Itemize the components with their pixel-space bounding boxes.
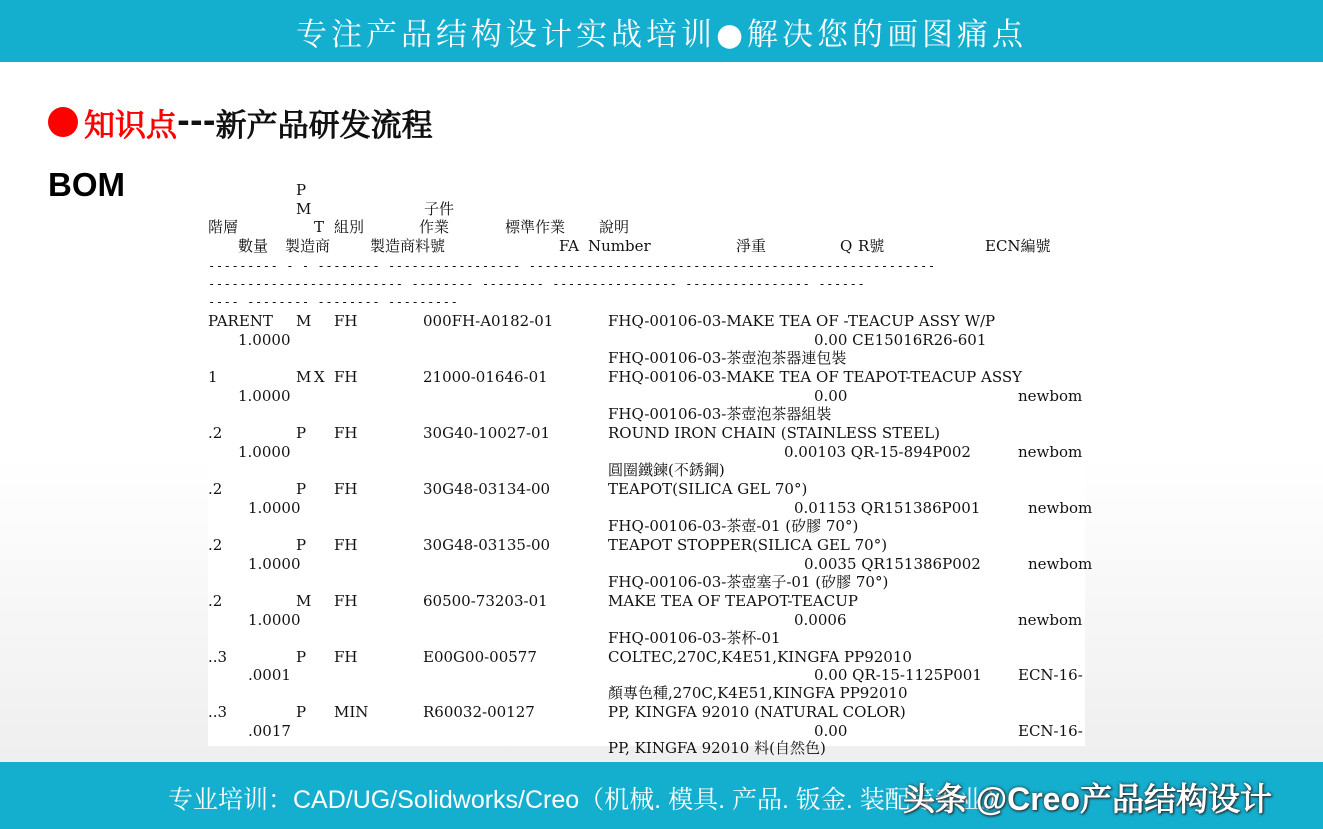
bom-document	[208, 176, 1093, 757]
header-col-p: P	[296, 181, 307, 199]
row-ecn: newbom	[1018, 443, 1083, 461]
row-part: 30G40-10027-01	[423, 424, 551, 442]
row-level: PARENT	[208, 312, 273, 330]
header-col-jingzhong: 淨重	[736, 237, 767, 255]
row-weight-ref: 0.01153 QR151386P001	[794, 499, 981, 517]
footer-text: 专业培训：CAD/UG/Solidworks/Creo（机械. 模具. 产品. 钣金. 装配等专业）	[168, 786, 1010, 814]
row-weight-ref: 0.00 CE15016R26-601	[814, 331, 987, 349]
row-ecn: newbom	[1028, 555, 1093, 573]
row-pm: P	[296, 703, 307, 721]
slide-heading	[48, 100, 433, 144]
row-desc: ROUND IRON CHAIN (STAINLESS STEEL)	[608, 424, 940, 442]
row-desc-cn: FHQ-00106-03-茶杯-01	[608, 629, 781, 647]
header-col-zubie: 組別	[334, 218, 365, 236]
row-ecn: newbom	[1018, 387, 1083, 405]
row-desc-cn: FHQ-00106-03-茶壺泡茶器連包裝	[608, 349, 847, 367]
row-desc: FHQ-00106-03-MAKE TEA OF -TEACUP ASSY W/P	[608, 312, 996, 330]
separator-line: ---- -------- -------- ---------	[208, 295, 459, 309]
header-col-zhizaoshang: 製造商	[285, 237, 331, 255]
row-ecn: ECN-16-	[1018, 666, 1083, 684]
row-level: .2	[208, 536, 223, 554]
header-col-shuoming: 說明	[599, 218, 630, 236]
row-weight-ref: 0.00 QR-15-1125P001	[814, 666, 982, 684]
header-col-t: T	[314, 218, 325, 236]
header-col-rhao: R號	[858, 237, 885, 255]
row-group: FH	[334, 424, 358, 442]
row-part: 30G48-03134-00	[423, 480, 551, 498]
header-col-fa: FA	[559, 237, 579, 255]
heading-topic: 新产品研发流程	[215, 107, 433, 144]
header-col-q: Q	[840, 237, 853, 255]
header-col-zijian: 子件	[424, 200, 455, 218]
row-part: E00G00-00577	[423, 648, 537, 666]
row-pm: P	[296, 536, 307, 554]
separator-line: --------- - - -------- ----------------- ----------------------------------------------------	[208, 259, 936, 273]
row-desc-cn: PP, KINGFA 92010 料(自然色)	[608, 739, 826, 757]
row-desc: COLTEC,270C,K4E51,KINGFA PP92010	[608, 648, 912, 666]
bottom-banner	[0, 762, 1323, 829]
row-part: 000FH-A0182-01	[423, 312, 554, 330]
row-part: 30G48-03135-00	[423, 536, 551, 554]
header-col-shuliang: 數量	[238, 237, 269, 255]
row-level: 1	[208, 368, 218, 386]
row-group: FH	[334, 368, 358, 386]
header-col-ecn: ECN編號	[985, 237, 1051, 255]
row-qty: 1.0000	[238, 331, 291, 349]
row-group: FH	[334, 480, 358, 498]
header-col-zuoye: 作業	[419, 218, 450, 236]
row-weight-ref: 0.00	[814, 722, 848, 740]
row-level: .2	[208, 592, 223, 610]
row-group: FH	[334, 312, 358, 330]
row-pm: P	[296, 648, 307, 666]
section-label: BOM	[48, 166, 125, 203]
row-level: ..3	[208, 648, 228, 666]
row-part: R60032-00127	[423, 703, 535, 721]
row-pm: M	[296, 368, 312, 386]
row-desc-cn: FHQ-00106-03-茶壺塞子-01 (矽膠 70°)	[608, 573, 889, 591]
row-desc: FHQ-00106-03-MAKE TEA OF TEAPOT-TEACUP ASSY	[608, 368, 1023, 386]
row-pm: M	[296, 592, 312, 610]
header-col-zhizaoshangliaohao: 製造商料號	[370, 237, 446, 255]
header-col-biaozhun: 標準作業	[505, 218, 566, 236]
row-desc: TEAPOT(SILICA GEL 70°)	[608, 480, 808, 498]
row-weight-ref: 0.00103 QR-15-894P002	[784, 443, 971, 461]
row-desc: MAKE TEA OF TEAPOT-TEACUP	[608, 592, 858, 610]
row-pm: M	[296, 312, 312, 330]
row-group: FH	[334, 592, 358, 610]
row-weight-ref: 0.0006	[794, 611, 847, 629]
row-level: .2	[208, 480, 223, 498]
row-desc: PP, KINGFA 92010 (NATURAL COLOR)	[608, 703, 906, 721]
row-qty: .0017	[248, 722, 291, 740]
row-qty: 1.0000	[248, 611, 301, 629]
heading-keypoint: 知识点	[84, 107, 177, 144]
row-desc-cn: 顏專色種,270C,K4E51,KINGFA PP92010	[608, 684, 908, 702]
header-col-m: M	[296, 200, 312, 218]
header-col-jiceng: 階層	[208, 218, 239, 236]
row-group: FH	[334, 536, 358, 554]
row-weight-ref: 0.00	[814, 387, 848, 405]
row-ecn: ECN-16-	[1018, 722, 1083, 740]
row-pm: P	[296, 424, 307, 442]
red-bullet-icon	[48, 107, 78, 137]
heading-separator: ---	[177, 104, 216, 140]
row-qty: 1.0000	[238, 387, 291, 405]
watermark: 头条 @Creo产品结构设计	[903, 781, 1273, 817]
row-group: MIN	[334, 703, 369, 721]
top-banner	[0, 0, 1323, 62]
row-qty: 1.0000	[238, 443, 291, 461]
row-desc-cn: 圓圈鐵鍊(不銹鋼)	[608, 461, 725, 479]
row-qty: 1.0000	[248, 555, 301, 573]
header-col-number: Number	[588, 237, 651, 255]
row-level: .2	[208, 424, 223, 442]
row-desc-cn: FHQ-00106-03-茶壺-01 (矽膠 70°)	[608, 517, 859, 535]
separator-line: ------------------------- -------- -------- ---------------- ---------------- ------	[208, 277, 866, 291]
row-weight-ref: 0.0035 QR151386P002	[804, 555, 981, 573]
row-level: ..3	[208, 703, 228, 721]
row-part: 60500-73203-01	[423, 592, 548, 610]
row-desc: TEAPOT STOPPER(SILICA GEL 70°)	[608, 536, 888, 554]
row-group: FH	[334, 648, 358, 666]
row-t: X	[314, 368, 325, 386]
row-ecn: newbom	[1018, 611, 1083, 629]
row-qty: .0001	[248, 666, 291, 684]
row-pm: P	[296, 480, 307, 498]
row-desc-cn: FHQ-00106-03-茶壺泡茶器組裝	[608, 405, 832, 423]
banner-title: 专注产品结构设计实战培训●解决您的画图痛点	[295, 16, 1028, 53]
row-part: 21000-01646-01	[423, 368, 548, 386]
row-ecn: newbom	[1028, 499, 1093, 517]
row-qty: 1.0000	[248, 499, 301, 517]
